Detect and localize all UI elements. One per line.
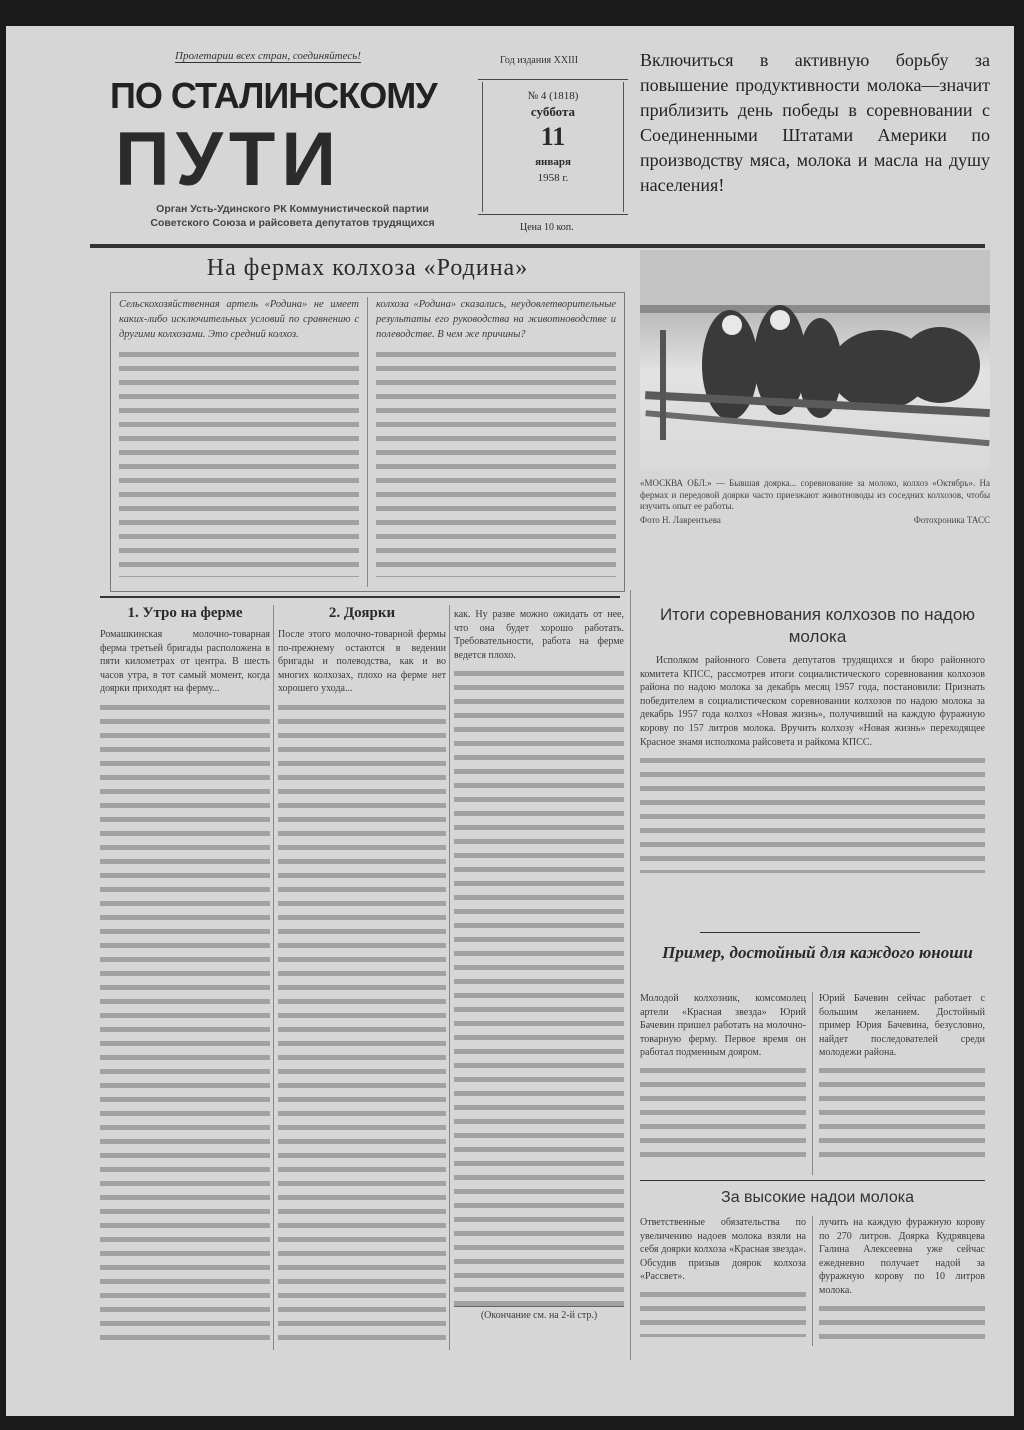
price: Цена 10 коп. <box>520 222 574 233</box>
text-block <box>819 1063 985 1158</box>
newspaper-title-line1: ПО СТАЛИНСКОМУ <box>110 75 437 116</box>
column-divider <box>367 297 368 587</box>
caption-text: «МОСКВА ОБЛ.» — Бывшая доярка... соревнование за молоко, колхоз «Октябрь». На фермах и передовой доярки часто приезжают животноводы из соседних колхозов, чтобы изучить опыт ее работы. <box>640 478 990 511</box>
masthead-rule <box>90 244 985 248</box>
column-divider <box>812 992 813 1175</box>
article-column <box>819 992 985 1175</box>
newspaper-organ: Орган Усть-Удинского РК Коммунистической партии Советского Союза и райсовета депутатов трудящихся <box>150 203 435 229</box>
paragraph: Исполком районного Совета депутатов трудящихся и бюро районного комитета КПСС, рассмотрев итоги социалистического соревнования колхозов района по надою молока за декабрь месяц 1957 года, постановили: Признать победителем в социалистическом соревновании колхозов по надою молока за декабрь 1957 года колхоз «Новая жизнь», получивший на каждую фуражную корову по 157 литров молока. Вручить колхозу «Новая жизнь» переходящее Красное знамя исполкома райсовета и райкома КПСС. <box>640 655 985 748</box>
article-column <box>640 992 806 1175</box>
paragraph: лучить на каждую фуражную корову по 270 литров. Доярка Кудрявцева Галина Алексеевна уже сейчас ежедневно получает надой за фуражную корову по 10 литров молока. <box>819 1217 985 1296</box>
paragraph: После этого молочно-товарной фермы по-прежнему остаются в ведении бригады и полеводства, как и во многих колхозах, плохо на ферме нет хорошего ухода... <box>278 629 446 695</box>
column-divider <box>273 605 274 1350</box>
headline-primer: Пример, достойный для каждого юноши <box>662 943 973 962</box>
divider <box>478 214 628 215</box>
text-block <box>119 347 359 577</box>
column-divider <box>449 605 450 1350</box>
text-block <box>278 700 446 1340</box>
photo-caption <box>640 478 990 526</box>
headline-itogi: Итоги соревнования колхозов по надою молока <box>659 605 976 646</box>
month: января <box>535 156 571 168</box>
masthead-slogan: Пролетарии всех стран, соединяйтесь! <box>175 50 361 62</box>
column-divider <box>630 590 631 1360</box>
article-primer <box>640 992 985 1175</box>
heading-doyarki: 2. Доярки <box>328 605 396 621</box>
article-rodina-body <box>110 292 625 592</box>
heading-utro: 1. Утро на ферме <box>127 605 243 621</box>
article-column <box>119 297 359 587</box>
section-utro <box>100 605 270 1350</box>
photo-cows-milkmaids <box>640 250 990 470</box>
headline-nadoi: За высокие надои молока <box>721 1189 914 1206</box>
text-block <box>640 1063 806 1158</box>
section-doyarki <box>278 605 446 1350</box>
date-box <box>482 82 624 212</box>
paragraph: как. Ну разве можно ожидать от нее, что она будет хорошо работать. Требовательности, работа на ферме ведется плохо. <box>454 609 624 661</box>
publication-year: Год издания XXIII <box>500 55 579 66</box>
article-column <box>819 1216 985 1346</box>
paragraph: Ромашкинская молочно-товарная ферма третьей бригады расположена в пяти километрах от центра. В шесть часов утра, в тот самый момент, когда доярки приходят на ферму... <box>100 629 270 695</box>
photo-credit: Фото Н. Лаврентьева <box>640 514 721 525</box>
paragraph: колхоза «Родина» сказались, неудовлетворительные результаты его руководства на животноводстве и полеводстве. В чем же причины? <box>376 299 616 341</box>
paragraph: Сельскохозяйственная артель «Родина» не имеет каких-либо исключительных условий по сравнению с другими колхозами. Это средний колхоз. <box>119 299 359 341</box>
paragraph: Ответственные обязательства по увеличению надоев молока взяли на себя доярки колхоза «Красная звезда». Обсудив призыв доярок колхоза «Рассвет». <box>640 1217 806 1283</box>
article-column <box>376 297 616 587</box>
paragraph: Молодой колхозник, комсомолец артели «Красная звезда» Юрий Бачевин пришел работать на молочно-товарную ферму. Первое время он работал подменным дояром. <box>640 993 806 1059</box>
section-rule <box>700 932 920 933</box>
divider <box>478 79 628 80</box>
text-block <box>640 753 985 873</box>
day: 11 <box>540 122 566 151</box>
section-rule <box>100 596 620 598</box>
right-slogan: Включиться в активную борьбу за повышение продуктивности молока—значит приблизить день победы в соревновании с Соединенными Штатами Америки по производству мяса, молока и масла на душу населения! <box>640 50 990 195</box>
article-column <box>640 1216 806 1346</box>
article-itogi <box>640 654 985 873</box>
weekday: суббота <box>530 104 576 119</box>
date-year: 1958 г. <box>537 172 569 184</box>
text-block <box>376 347 616 577</box>
text-block <box>640 1287 806 1337</box>
article-nadoi <box>640 1216 985 1346</box>
text-block <box>454 666 624 1306</box>
continued-note: (Окончание см. на 2-й стр.) <box>454 1306 624 1323</box>
photo-agency: Фотохроника ТАСС <box>913 514 990 525</box>
section-continued <box>454 608 624 1353</box>
text-block <box>100 700 270 1340</box>
issue-number: № 4 (1818) <box>527 90 579 102</box>
headline-rodina: На фермах колхоза «Родина» <box>206 255 529 281</box>
column-divider <box>812 1216 813 1346</box>
text-block <box>819 1301 985 1346</box>
paragraph: Юрий Бачевин сейчас работает с большим желанием. Достойный пример Юрия Бачевина, безусловно, найдет последователей среди молодежи района. <box>819 993 985 1059</box>
newspaper-title-line2: ПУТИ <box>115 117 342 202</box>
farm-photo <box>640 250 990 470</box>
section-rule <box>640 1180 985 1181</box>
